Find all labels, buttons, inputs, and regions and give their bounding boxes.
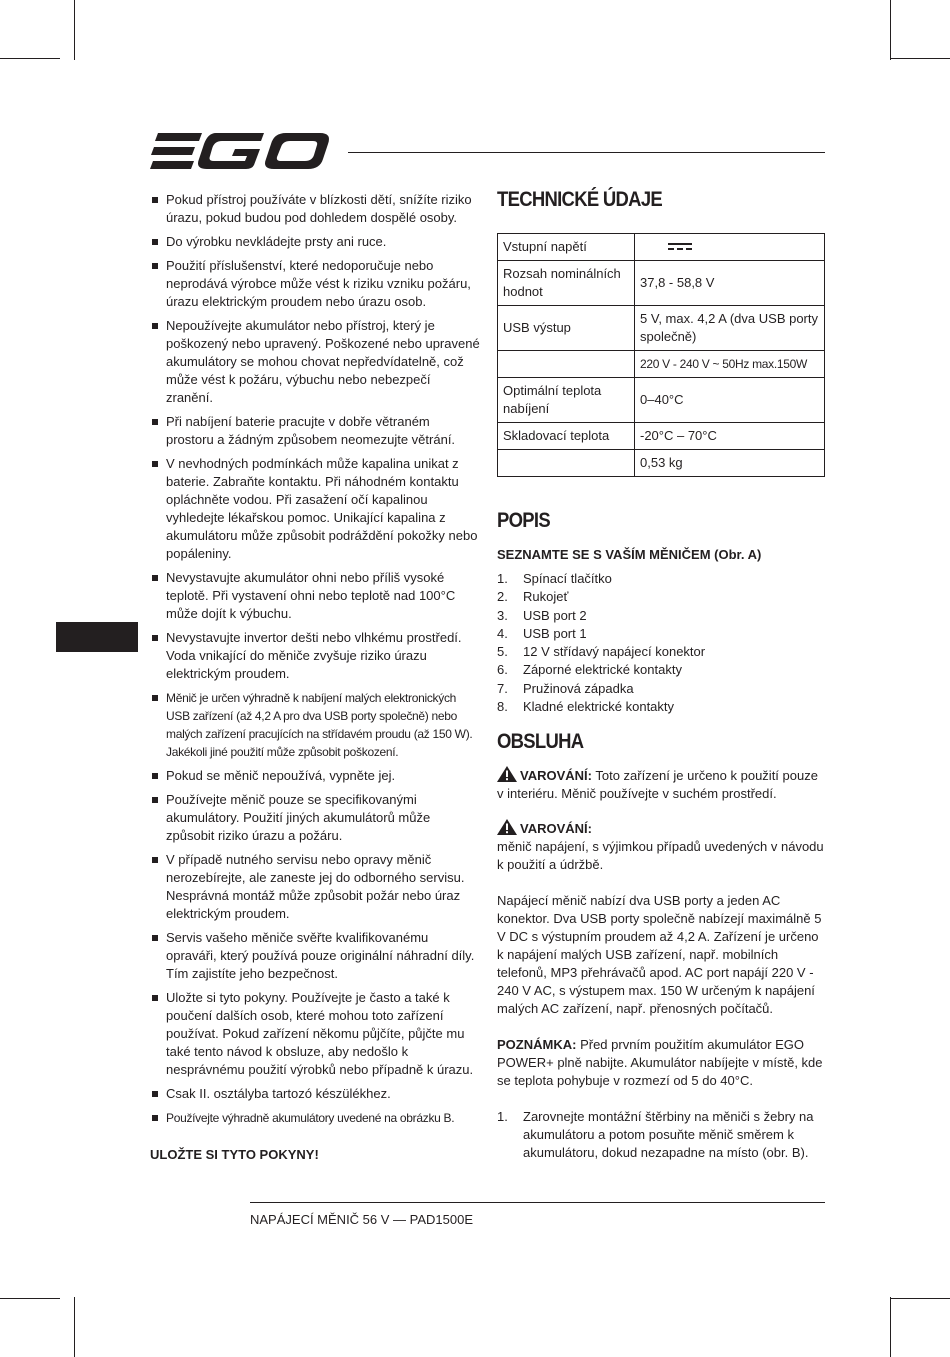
ego-logo — [150, 130, 332, 172]
crop-mark — [890, 1297, 891, 1357]
list-item: Do výrobku nevkládejte prsty ani ruce. — [150, 233, 480, 251]
list-item: V nevhodných podmínkách může kapalina unikat z baterie. Zabraňte kontaktu. Při náhodném kontaktu opláchněte vodou. Při zasažení očí kapalinou vyhledejte lékařskou pomoc. Unikající kapalina z akumulátoru může způsobit podráždění pokožky nebo popáleniny. — [150, 455, 480, 563]
list-item: Používejte měnič pouze se specifikovanými akumulátory. Použití jiných akumulátorů může způsobit riziko úrazu a požáru. — [150, 791, 480, 845]
warning-label: VAROVÁNÍ: — [520, 821, 592, 837]
crop-mark — [0, 1298, 60, 1299]
safety-column — [150, 191, 480, 1162]
spec-key: Skladovací teplota — [498, 423, 635, 450]
table-row — [498, 378, 825, 423]
table-row — [498, 351, 825, 378]
table-row — [498, 306, 825, 351]
list-item: 5. 12 V střídavý napájecí konektor — [497, 644, 706, 660]
language-tab-marker — [56, 622, 138, 652]
popis-subheading: SEZNAMTE SE S VAŠÍM MĚNIČEM (Obr. A) — [497, 547, 762, 562]
list-item: 1. Spínací tlačítko — [497, 571, 612, 586]
footer-title: NAPÁJECÍ MĚNIČ 56 V — PAD1500E — [250, 1212, 474, 1227]
list-item: Nevystavujte akumulátor ohni nebo příliš vysoké teplotě. Při vystavení ohni nebo teplotě nad 100°C může dojít k výbuchu. — [150, 569, 480, 623]
list-item: 4. USB port 1 — [497, 625, 587, 641]
list-item: 7. Pružinová západka — [497, 680, 634, 696]
crop-mark — [74, 1297, 75, 1357]
crop-mark — [890, 58, 950, 59]
spec-value: -20°C – 70°C — [635, 423, 825, 450]
note-paragraph — [497, 1036, 827, 1090]
spec-key — [498, 450, 635, 477]
table-row — [498, 261, 825, 306]
spec-value: 5 V, max. 4,2 A (dva USB porty společně) — [635, 306, 825, 351]
warning-triangle-icon — [497, 766, 517, 782]
warning-text: Toto zařízení je určeno k použití pouze v interiéru. Měnič používejte v suchém prostředí. — [497, 768, 818, 802]
list-item: Uložte si tyto pokyny. Používejte je často a také k poučení dalších osob, které mohou toto zařízení používat. Pokud zařízení někomu půjčíte, půjčte mu také tento návod k obsluze, aby nedošlo k nesprávnému použití výrobků nebo případně k úrazu. — [150, 989, 480, 1079]
list-item: Při nabíjení baterie pracujte v dobře větraném prostoru a žádným způsobem neomezujte větrání. — [150, 413, 480, 449]
list-item: 6. Záporné elektrické kontakty — [497, 662, 682, 678]
tech-heading: TECHNICKÉ ÚDAJE — [497, 188, 663, 211]
spec-key: USB výstup — [498, 306, 635, 351]
warning-triangle-icon — [497, 819, 517, 835]
warning-text: měnič napájení, s výjimkou případů uvedených v návodu k použití a údržbě. — [497, 839, 824, 873]
warning-heading-line — [497, 819, 827, 838]
spec-value: 0,53 kg — [635, 450, 825, 477]
list-item: Nepoužívejte akumulátor nebo přístroj, který je poškozený nebo upravený. Poškozené nebo upravené akumulátory se mohou chovat nepředvídatelně, což může vést k požáru, výbuchu nebo nebezpečí zranění. — [150, 317, 480, 407]
crop-mark — [0, 58, 60, 59]
table-row — [498, 234, 825, 261]
spec-key — [498, 351, 635, 378]
crop-mark — [74, 0, 75, 60]
list-item: Nevystavujte invertor dešti nebo vlhkému prostředí. Voda vnikající do měniče zvyšuje riziko úrazu elektrickým proudem. — [150, 629, 480, 683]
list-item: 2. Rukojeť — [497, 589, 569, 605]
crop-mark — [890, 1298, 950, 1299]
warning-label: VAROVÁNÍ: — [520, 768, 592, 784]
list-item: V případě nutného servisu nebo opravy měnič nerozebírejte, ale zaneste jej do odborného servisu. Nesprávná montáž může způsobit požár nebo úraz elektrickým proudem. — [150, 851, 480, 923]
spec-value: 37,8 - 58,8 V — [635, 261, 825, 306]
save-instructions-note: ULOŽTE SI TYTO POKYNY! — [150, 1147, 319, 1162]
parts-list — [497, 570, 827, 716]
spec-value — [635, 234, 825, 261]
safety-list — [150, 191, 480, 1127]
step-item — [497, 1108, 827, 1162]
spec-table — [497, 233, 825, 477]
spec-value: 0–40°C — [635, 378, 825, 423]
list-item: 8. Kladné elektrické kontakty — [497, 699, 675, 715]
spec-value: 220 V - 240 V ~ 50Hz max.150W — [635, 351, 825, 378]
note-text: Před prvním použitím akumulátor EGO POWER+ plně nabijte. Akumulátor nabíjejte v místě, kde se teplota pohybuje v rozmezí od 5 do 40°C. — [497, 1037, 823, 1089]
list-item: Pokud se měnič nepoužívá, vypněte jej. — [150, 767, 480, 785]
dc-symbol-icon — [668, 241, 692, 251]
list-item: 3. USB port 2 — [497, 607, 587, 623]
list-item: Servis vašeho měniče svěřte kvalifikovanému opraváři, který používá pouze originální náhradní díly. Tím zajistíte jeho bezpečnost. — [150, 929, 480, 983]
table-row — [498, 450, 825, 477]
spec-key: Rozsah nominálních hodnot — [498, 261, 635, 306]
table-row — [498, 423, 825, 450]
list-item: Pokud přístroj používáte v blízkosti dětí, snížíte riziko úrazu, pokud budou pod dohledem dospělé osoby. — [150, 191, 480, 227]
spec-key: Vstupní napětí — [498, 234, 635, 261]
crop-mark — [890, 0, 891, 60]
note-label: POZNÁMKA: — [497, 1037, 577, 1053]
footer-rule — [250, 1202, 825, 1203]
popis-heading: POPIS — [497, 509, 550, 532]
description-paragraph: Napájecí měnič nabízí dva USB porty a jeden AC konektor. Dva USB porty společně nabízejí maximálně 5 V DC s výstupním proudem až 4,2 A. Zařízení je určeno k napájení malých USB zařízení, např. mobilních telefonů, MP3 přehrávačů apod. AC port napájí 220 V - 240 V AC, s výstupem max. 150 W určeným k napájení malých AC zařízení, např. přenosných počítačů. — [497, 893, 822, 1017]
spec-key: Optimální teplota nabíjení — [498, 378, 635, 423]
step-number: 1. — [497, 1109, 508, 1125]
obsluha-heading: OBSLUHA — [497, 730, 584, 754]
list-item: Měnič je určen výhradně k nabíjení malých elektronických USB zařízení (až 4,2 A pro dva USB porty společně) nebo malých zařízení pracujících na střídavém proudu (až 150 W). Jakékoli jiné použití může způsobit poškození. — [150, 689, 480, 761]
list-item: Použití příslušenství, které nedoporučuje nebo neprodává výrobce může vést k riziku vzniku požáru, úrazu elektrickým proudem nebo úrazu osob. — [150, 257, 480, 311]
header-rule — [348, 152, 825, 153]
warning-paragraph — [497, 766, 827, 803]
content-column — [497, 188, 827, 1162]
list-item: Používejte výhradně akumulátory uvedené na obrázku B. — [150, 1109, 480, 1127]
step-text: Zarovnejte montážní štěrbiny na měniči s žebry na akumulátoru a potom posuňte měnič směrem k akumulátoru, dokud nezapadne na místo (obr. B). — [523, 1109, 814, 1161]
list-item: Csak II. osztályba tartozó készülékhez. — [150, 1085, 480, 1103]
